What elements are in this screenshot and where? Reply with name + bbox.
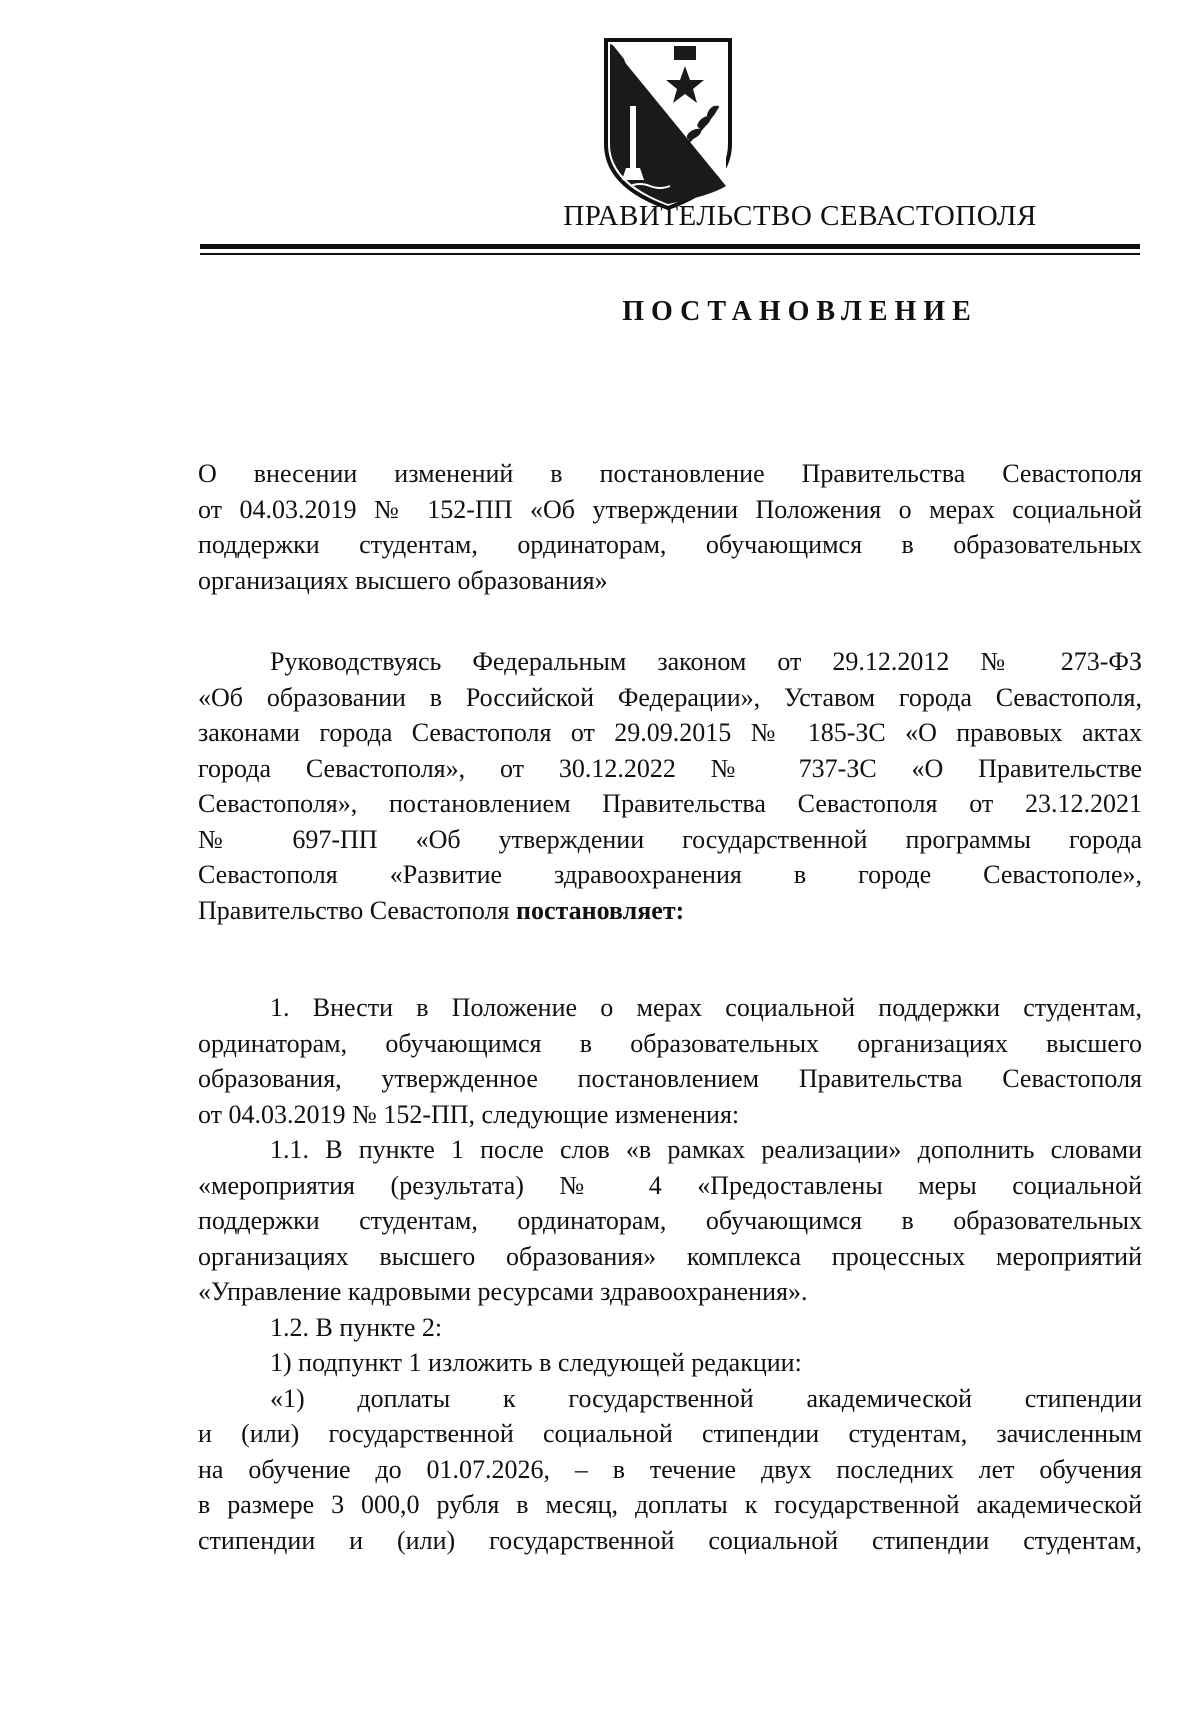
body-line: 1.1. В пункте 1 после слов «в рамках реализации» дополнить словами bbox=[270, 1135, 1142, 1164]
body-line: 1.2. В пункте 2: bbox=[270, 1312, 443, 1342]
body-line: и (или) государственной социальной стипендии студентам, зачисленным bbox=[198, 1419, 1142, 1448]
body-line: на обучение до 01.07.2026, – в течение двух последних лет обучения bbox=[198, 1454, 1142, 1484]
preamble-final-text: Правительство Севастополя bbox=[198, 895, 516, 925]
sevastopol-coat-of-arms-icon bbox=[600, 36, 736, 212]
subject-line: поддержки студентам, ординаторам, обучающимся в образовательных bbox=[198, 530, 1142, 559]
preamble-line: «Об образовании в Российской Федерации», Уставом города Севастополя, bbox=[198, 682, 1142, 712]
body-line: «1) доплаты к государственной академической стипендии bbox=[270, 1383, 1142, 1413]
preamble-line: города Севастополя», от 30.12.2022 № 737-ЗС «О Правительстве bbox=[198, 753, 1142, 783]
body-line: «Управление кадровыми ресурсами здравоохранения». bbox=[198, 1277, 808, 1306]
preamble-paragraph bbox=[198, 644, 1142, 928]
subject-line: О внесении изменений в постановление Правительства Севастополя bbox=[198, 459, 1142, 488]
preamble-line: законами города Севастополя от 29.09.2015 № 185-ЗС «О правовых актах bbox=[198, 718, 1142, 747]
body-line: от 04.03.2019 № 152-ПП, следующие изменения: bbox=[198, 1099, 740, 1129]
body-line: поддержки студентам, ординаторам, обучающимся в образовательных bbox=[198, 1206, 1142, 1235]
body-line: 1) подпункт 1 изложить в следующей редакции: bbox=[270, 1348, 802, 1377]
preamble-line: Севастополя «Развитие здравоохранения в городе Севастополе», bbox=[198, 860, 1142, 889]
preamble-line: № 697-ПП «Об утверждении государственной программы города bbox=[198, 824, 1142, 854]
subject-line: организациях высшего образования» bbox=[198, 565, 608, 595]
resolution-body bbox=[198, 990, 1142, 1558]
header-divider-thin bbox=[200, 253, 1140, 255]
preamble-line: Руководствуясь Федеральным законом от 29.12.2012 № 273-ФЗ bbox=[270, 647, 1142, 676]
body-line: организациях высшего образования» комплекса процессных мероприятий bbox=[198, 1241, 1142, 1271]
document-type-heading: ПОСТАНОВЛЕНИЕ bbox=[622, 296, 978, 327]
body-line: «мероприятия (результата) № 4 «Предоставлены меры социальной bbox=[198, 1170, 1142, 1200]
subject-line: от 04.03.2019 № 152-ПП «Об утверждении Положения о мерах социальной bbox=[198, 494, 1142, 524]
preamble-line: Севастополя», постановлением Правительства Севастополя от 23.12.2021 bbox=[198, 789, 1142, 818]
government-title: ПРАВИТЕЛЬСТВО СЕВАСТОПОЛЯ bbox=[563, 200, 1037, 232]
resolution-keyword: постановляет: bbox=[515, 895, 685, 925]
subject-paragraph bbox=[198, 456, 1142, 598]
header-divider-thick bbox=[200, 244, 1140, 249]
body-line: стипендии и (или) государственной социальной стипендии студентам, bbox=[198, 1525, 1142, 1555]
preamble-line bbox=[198, 893, 1142, 929]
body-line: образования, утвержденное постановлением Правительства Севастополя bbox=[198, 1064, 1142, 1093]
body-line: 1. Внести в Положение о мерах социальной поддержки студентам, bbox=[270, 993, 1142, 1022]
body-line: в размере 3 000,0 рубля в месяц, доплаты к государственной академической bbox=[198, 1490, 1142, 1519]
body-line: ординаторам, обучающимся в образовательных организациях высшего bbox=[198, 1028, 1142, 1058]
